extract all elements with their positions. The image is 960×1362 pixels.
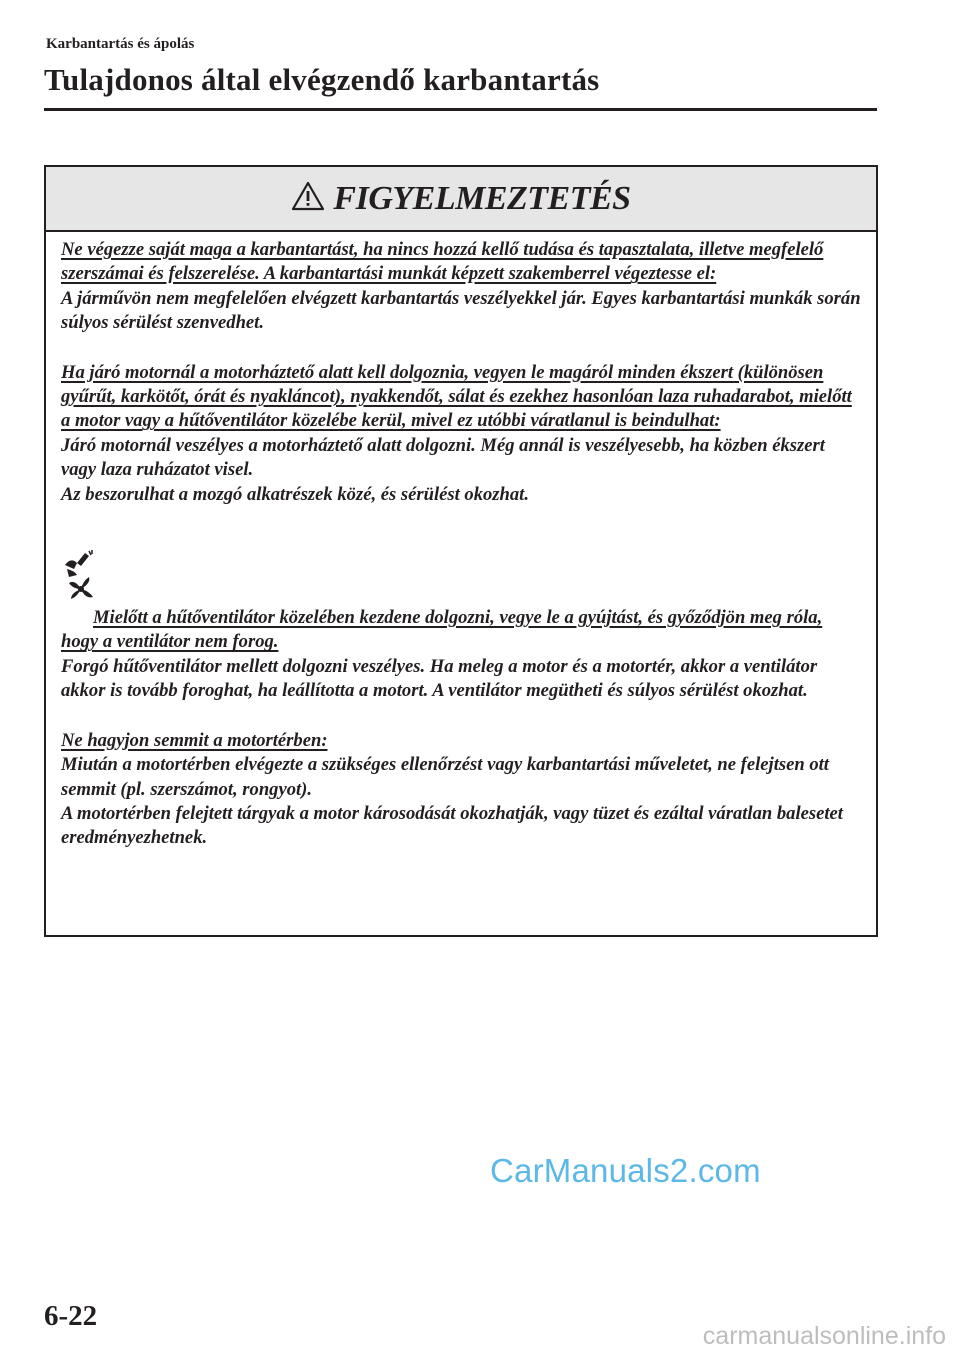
warning-instruction-4: Ne hagyjon semmit a motortérben: [61,729,328,751]
warning-instruction-3-text: Mielőtt a hűtőventilátor közelében kezdene dolgozni, vegye le a gyújtást, és győződjön meg róla, hogy a ventilátor nem forog. [61,607,823,653]
warning-triangle-icon [291,181,333,216]
warning-instruction-3 [61,603,862,655]
warning-explanation-3: Forgó hűtőventilátor mellett dolgozni veszélyes. Ha meleg a motor és a motortér, akkor a ventilátor akkor is tovább foroghat, ha leállította a motort. A ventilátor megütheti és súlyos sérülést okozhat. [61,655,818,702]
warning-explanation-2a: Járó motornál veszélyes a motorháztető alatt dolgozni. Még annál is veszélyesebb, ha közben ékszert vagy laza ruházatot visel. [61,434,825,481]
watermark-logo: CarManuals2.com [490,1152,761,1189]
fan-hand-icon [61,549,101,601]
cooling-fan-icon [61,607,93,628]
section-label: Karbantartás és ápolás [46,36,195,52]
warning-explanation-2b: Az beszorulhat a mozgó alkatrészek közé, és sérülést okozhat. [61,483,529,505]
footer-watermark: carmanualsonline.info [702,1322,946,1350]
warning-box [44,165,878,937]
warning-explanation-4a: Miután a motortérben elvégezte a szükséges ellenőrzést vagy karbantartási műveletet, ne felejtsen ott semmit (pl. szerszámot, rongyot). [61,754,829,800]
warning-instruction-2: Ha járó motornál a motorháztető alatt kell dolgoznia, vegyen le magáról minden ékszert (különösen gyűrűt, karkötőt, órát és nyakláncot), nyakkendőt, sálat és ezekhez hasonlóan laza ruhadarabot, mielőtt a motor vagy a hűtőventilátor közelébe kerül, mivel ez utóbbi váratlanul is beindulhat: [61,361,852,432]
page-title: Tulajdonos által elvégzendő karbantartás [44,62,600,97]
warning-instruction-1: Ne végezze saját maga a karbantartást, ha nincs hozzá kellő tudása és tapasztalata, illetve megfelelő szerszámai és felszerelése. A karbantartási munkát képzett szakemberrel végeztesse el: [61,239,824,285]
warning-explanation-4b: A motortérben felejtett tárgyak a motor károsodását okozhatják, vagy tüzet és ezáltal váratlan balesetet eredményezhetnek. [61,802,843,849]
warning-header [46,167,876,232]
warning-body [46,232,876,851]
warning-explanation-1: A járművön nem megfelelően elvégzett karbantartás veszélyekkel jár. Egyes karbantartási munkák során súlyos sérülést szenvedhet. [61,287,861,334]
warning-title: FIGYELMEZTETÉS [333,179,631,217]
title-divider [44,108,877,111]
page-number: 6-22 [44,1300,98,1332]
